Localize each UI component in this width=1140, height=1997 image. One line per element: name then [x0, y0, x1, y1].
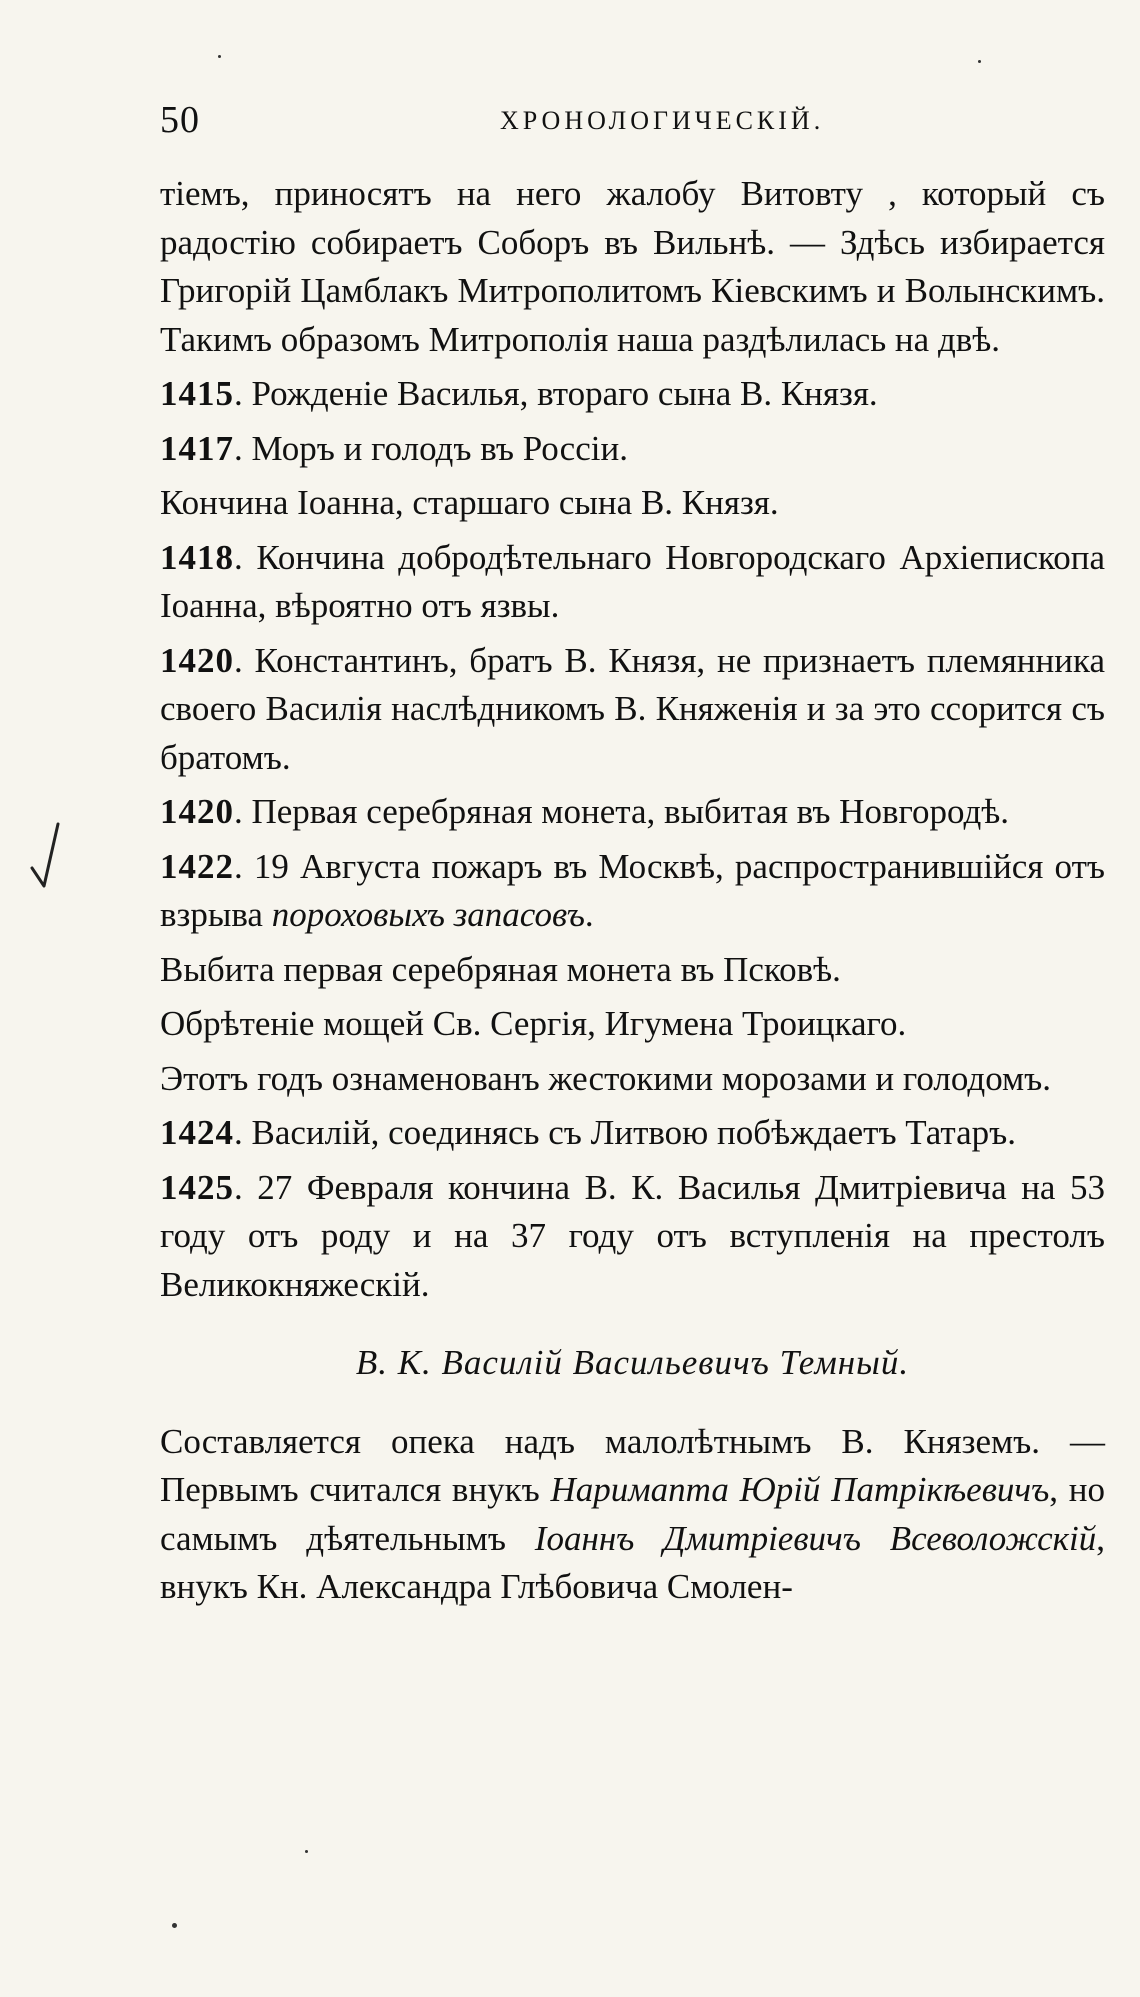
- entry-text: . 27 Февраля кончина В. К. Василья Дмитріевича на 53 году отъ роду и на 37 году отъ вступленія на престолъ Великокняжескій.: [160, 1167, 1105, 1304]
- entry-text: .: [584, 895, 594, 934]
- entry-text: Обрѣтеніе мощей Св. Сергія, Игумена Троицкаго.: [160, 1004, 907, 1043]
- entry-text: тіемъ, приносятъ на него жалобу Витовту , который съ радостію собираетъ Соборъ въ Вильнѣ. — Здѣсь избирается Григорій Цамблакъ Митрополитомъ Кіевскимъ и Волынскимъ. Такимъ образомъ Митрополія наша раздѣлилась на двѣ.: [160, 174, 1105, 359]
- chronicle-entry: [160, 370, 1105, 419]
- chronicle-entry: [160, 425, 1105, 474]
- margin-checkmark-icon: [28, 820, 68, 890]
- chronicle-entry: [160, 534, 1105, 631]
- speck: [978, 60, 981, 63]
- chronicle-entry: [160, 1109, 1105, 1158]
- entry-year: 1418: [160, 537, 234, 577]
- section-text: , внукъ Кн. Александра Глѣбовича Смолен-: [160, 1518, 1105, 1606]
- entry-text: Кончина Іоанна, старшаго сына В. Князя.: [160, 483, 779, 522]
- running-head: ХРОНОЛОГИЧЕСКІЙ.: [500, 106, 825, 135]
- entry-year: 1420: [160, 792, 234, 831]
- entry-text: . 19 Августа пожаръ въ Москвѣ, распространившійся отъ взрыва: [160, 846, 1105, 934]
- section-paragraph: [160, 1418, 1105, 1612]
- entry-text: . Первая серебряная монета, выбитая въ Новгородѣ.: [234, 792, 1010, 831]
- entry-text: Выбита первая серебряная монета въ Псковѣ.: [160, 949, 841, 989]
- entry-italic-text: пороховыхъ запасовъ: [271, 895, 585, 934]
- chronicle-entry: [160, 479, 1105, 528]
- entry-continuation: [160, 170, 1105, 364]
- entry-text: . Моръ и голодъ въ Россіи.: [234, 428, 628, 468]
- speck: [218, 55, 221, 58]
- chronicle-entry: [160, 1055, 1105, 1104]
- speck: [305, 1850, 308, 1853]
- chronicle-entry: [160, 788, 1105, 837]
- section-text: Составляется опека надъ малолѣтнымъ В. Княземъ. — Первымъ считался внукъ: [160, 1421, 1105, 1509]
- section-italic-name: Іоаннъ Дмитріевичъ Всеволожскій: [534, 1518, 1097, 1558]
- entry-year: 1424: [160, 1113, 234, 1152]
- page-number: 50: [160, 99, 200, 141]
- entry-year: 1420: [160, 640, 234, 680]
- section-title: В. К. Василій Васильевичъ Темный.: [355, 1343, 910, 1382]
- entry-year: 1425: [160, 1167, 234, 1207]
- body-text: [160, 170, 1105, 1612]
- entry-year: 1417: [160, 428, 234, 468]
- entry-text: . Кончина добродѣтельнаго Новгородскаго Архіепископа Іоанна, вѣроятно отъ язвы.: [160, 537, 1105, 625]
- entry-text: Этотъ годъ ознаменованъ жестокими морозами и голодомъ.: [160, 1058, 1052, 1098]
- section-text: , но самымъ дѣятельнымъ: [160, 1470, 1105, 1558]
- entry-text: . Василій, соединясь съ Литвою побѣждаетъ Татаръ.: [234, 1113, 1017, 1152]
- chronicle-entry: [160, 1000, 1105, 1049]
- chronicle-entry: [160, 1164, 1105, 1310]
- entry-year: 1415: [160, 374, 234, 413]
- chronicle-entry: [160, 637, 1105, 783]
- entry-text: . Константинъ, братъ В. Князя, не признаетъ племянника своего Василія наслѣдникомъ В. Княженія и за это ссорится съ братомъ.: [160, 640, 1105, 777]
- chronicle-entry: [160, 946, 1105, 995]
- chronicle-entry: [160, 843, 1105, 940]
- section-italic-name: Наримапта Юрій Патрікѣевичъ: [550, 1470, 1050, 1509]
- speck: [172, 1923, 177, 1928]
- entry-year: 1422: [160, 846, 234, 886]
- entry-text: . Рожденіе Василья, втораго сына В. Князя.: [234, 374, 878, 413]
- page-header: [160, 98, 1080, 148]
